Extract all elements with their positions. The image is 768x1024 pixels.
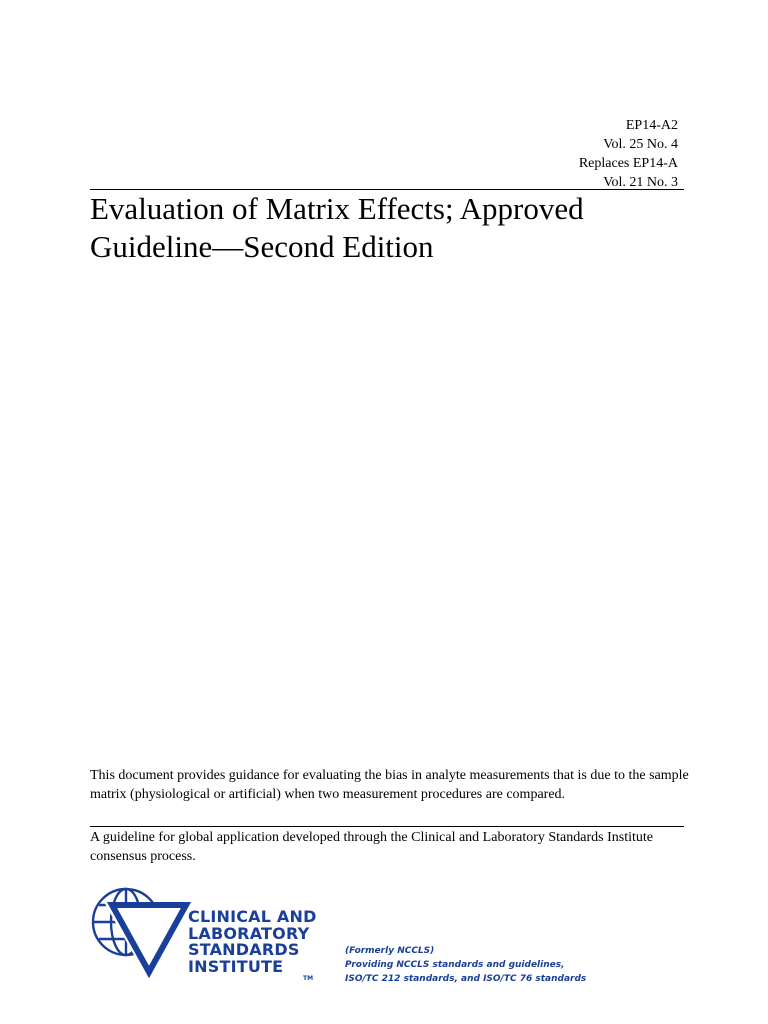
replaced-volume-number: Vol. 21 No. 3 bbox=[603, 175, 678, 190]
wordmark-line-4: INSTITUTE bbox=[188, 956, 284, 976]
abstract: This document provides guidance for evaluating the bias in analyte measurements that is due to the sample matrix (physiological or artificial) when two measurement procedures are compared. bbox=[90, 768, 689, 802]
document-code: EP14-A2 bbox=[625, 118, 678, 133]
clsi-globe-logo-icon bbox=[88, 884, 198, 984]
trademark-symbol: TM bbox=[303, 975, 314, 982]
consensus-process-note: A guideline for global application developed through the Clinical and Laboratory Standards Institute consensus process. bbox=[90, 830, 653, 864]
abstract-divider bbox=[90, 826, 684, 827]
document-identifier bbox=[579, 116, 678, 192]
title-line-1: Evaluation of Matrix Effects; Approved bbox=[90, 191, 584, 226]
wordmark-line-1: CLINICAL AND bbox=[188, 907, 317, 926]
tagline-line-1: (Formerly NCCLS) bbox=[345, 946, 435, 956]
tagline-line-3: ISO/TC 212 standards, and ISO/TC 76 standards bbox=[345, 974, 587, 984]
clsi-wordmark bbox=[188, 909, 317, 975]
volume-number: Vol. 25 No. 4 bbox=[603, 137, 678, 152]
wordmark-line-3: STANDARDS bbox=[188, 940, 300, 959]
title-line-2: Guideline—Second Edition bbox=[90, 229, 434, 264]
wordmark-line-2: LABORATORY bbox=[188, 923, 310, 943]
document-title bbox=[90, 190, 690, 266]
tagline-line-2: Providing NCCLS standards and guidelines, bbox=[345, 960, 565, 970]
replaces-code: Replaces EP14-A bbox=[578, 156, 678, 171]
clsi-tagline bbox=[345, 944, 586, 986]
